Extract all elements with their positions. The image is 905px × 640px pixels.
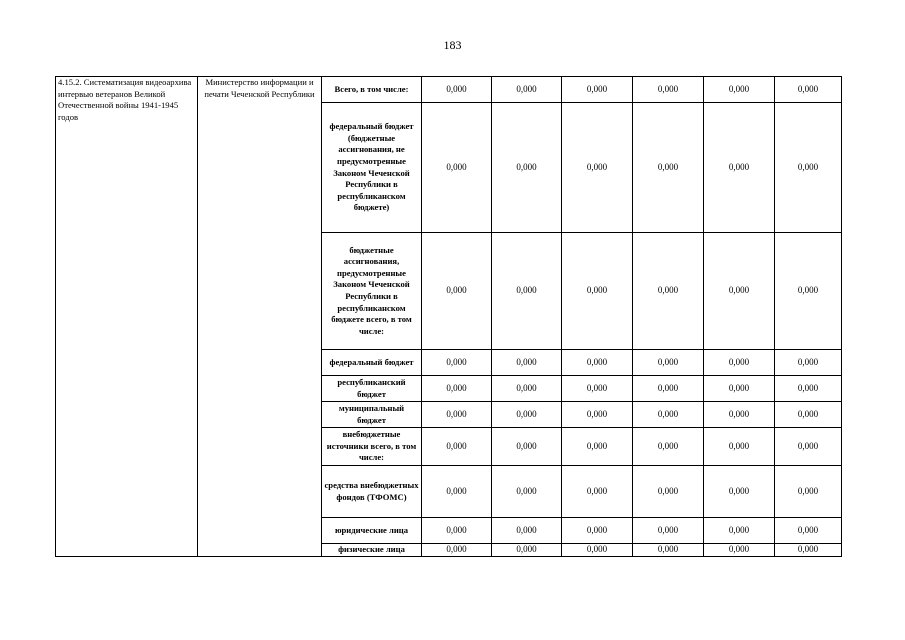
funding-source-cell: федеральный бюджет bbox=[322, 350, 422, 376]
value-cell: 0,000 bbox=[422, 103, 492, 233]
value-cell: 0,000 bbox=[492, 402, 562, 428]
value-cell: 0,000 bbox=[562, 77, 633, 103]
funding-source-cell: Всего, в том числе: bbox=[322, 77, 422, 103]
value-cell: 0,000 bbox=[562, 103, 633, 233]
funding-table bbox=[55, 76, 842, 557]
value-cell: 0,000 bbox=[775, 376, 842, 402]
value-cell: 0,000 bbox=[422, 376, 492, 402]
value-cell: 0,000 bbox=[492, 518, 562, 544]
value-cell: 0,000 bbox=[422, 544, 492, 557]
value-cell: 0,000 bbox=[562, 233, 633, 350]
funding-source-cell: бюджетные ассигнования, предусмотренные Законом Чеченской Республики в республиканском бюджете всего, в том числе: bbox=[322, 233, 422, 350]
value-cell: 0,000 bbox=[704, 77, 775, 103]
funding-source-cell: юридические лица bbox=[322, 518, 422, 544]
value-cell: 0,000 bbox=[633, 544, 704, 557]
value-cell: 0,000 bbox=[633, 466, 704, 518]
value-cell: 0,000 bbox=[775, 402, 842, 428]
value-cell: 0,000 bbox=[492, 544, 562, 557]
value-cell: 0,000 bbox=[775, 518, 842, 544]
executor-cell: Министерство информации и печати Чеченской Республики bbox=[198, 77, 322, 557]
page-number: 183 bbox=[443, 38, 462, 52]
value-cell: 0,000 bbox=[633, 376, 704, 402]
value-cell: 0,000 bbox=[704, 350, 775, 376]
value-cell: 0,000 bbox=[704, 402, 775, 428]
value-cell: 0,000 bbox=[562, 428, 633, 466]
value-cell: 0,000 bbox=[492, 103, 562, 233]
value-cell: 0,000 bbox=[775, 466, 842, 518]
value-cell: 0,000 bbox=[775, 350, 842, 376]
value-cell: 0,000 bbox=[422, 466, 492, 518]
value-cell: 0,000 bbox=[422, 233, 492, 350]
value-cell: 0,000 bbox=[422, 402, 492, 428]
value-cell: 0,000 bbox=[775, 428, 842, 466]
value-cell: 0,000 bbox=[492, 77, 562, 103]
value-cell: 0,000 bbox=[422, 518, 492, 544]
value-cell: 0,000 bbox=[422, 428, 492, 466]
value-cell: 0,000 bbox=[562, 544, 633, 557]
funding-source-cell: физические лица bbox=[322, 544, 422, 557]
funding-source-cell: муниципальный бюджет bbox=[322, 402, 422, 428]
value-cell: 0,000 bbox=[633, 77, 704, 103]
value-cell: 0,000 bbox=[633, 428, 704, 466]
value-cell: 0,000 bbox=[633, 233, 704, 350]
value-cell: 0,000 bbox=[633, 402, 704, 428]
value-cell: 0,000 bbox=[562, 518, 633, 544]
value-cell: 0,000 bbox=[704, 103, 775, 233]
funding-source-cell: республиканский бюджет bbox=[322, 376, 422, 402]
measure-cell: 4.15.2. Систематизация видеоархива интервью ветеранов Великой Отечественной войны 1941-1945 годов bbox=[56, 77, 198, 557]
value-cell: 0,000 bbox=[422, 77, 492, 103]
value-cell: 0,000 bbox=[633, 518, 704, 544]
value-cell: 0,000 bbox=[704, 428, 775, 466]
value-cell: 0,000 bbox=[562, 376, 633, 402]
value-cell: 0,000 bbox=[492, 233, 562, 350]
value-cell: 0,000 bbox=[633, 350, 704, 376]
value-cell: 0,000 bbox=[704, 233, 775, 350]
value-cell: 0,000 bbox=[704, 466, 775, 518]
value-cell: 0,000 bbox=[562, 402, 633, 428]
value-cell: 0,000 bbox=[775, 544, 842, 557]
value-cell: 0,000 bbox=[562, 466, 633, 518]
value-cell: 0,000 bbox=[492, 350, 562, 376]
value-cell: 0,000 bbox=[775, 103, 842, 233]
value-cell: 0,000 bbox=[704, 518, 775, 544]
value-cell: 0,000 bbox=[492, 466, 562, 518]
value-cell: 0,000 bbox=[422, 350, 492, 376]
funding-source-cell: средства внебюджетных фондов (ТФОМС) bbox=[322, 466, 422, 518]
funding-source-cell: внебюджетные источники всего, в том числе: bbox=[322, 428, 422, 466]
value-cell: 0,000 bbox=[492, 376, 562, 402]
value-cell: 0,000 bbox=[492, 428, 562, 466]
table-row bbox=[56, 77, 842, 103]
value-cell: 0,000 bbox=[704, 376, 775, 402]
value-cell: 0,000 bbox=[775, 77, 842, 103]
value-cell: 0,000 bbox=[562, 350, 633, 376]
funding-source-cell: федеральный бюджет (бюджетные ассигнования, не предусмотренные Законом Чеченской Республики в республиканском бюджете) bbox=[322, 103, 422, 233]
value-cell: 0,000 bbox=[704, 544, 775, 557]
value-cell: 0,000 bbox=[633, 103, 704, 233]
value-cell: 0,000 bbox=[775, 233, 842, 350]
